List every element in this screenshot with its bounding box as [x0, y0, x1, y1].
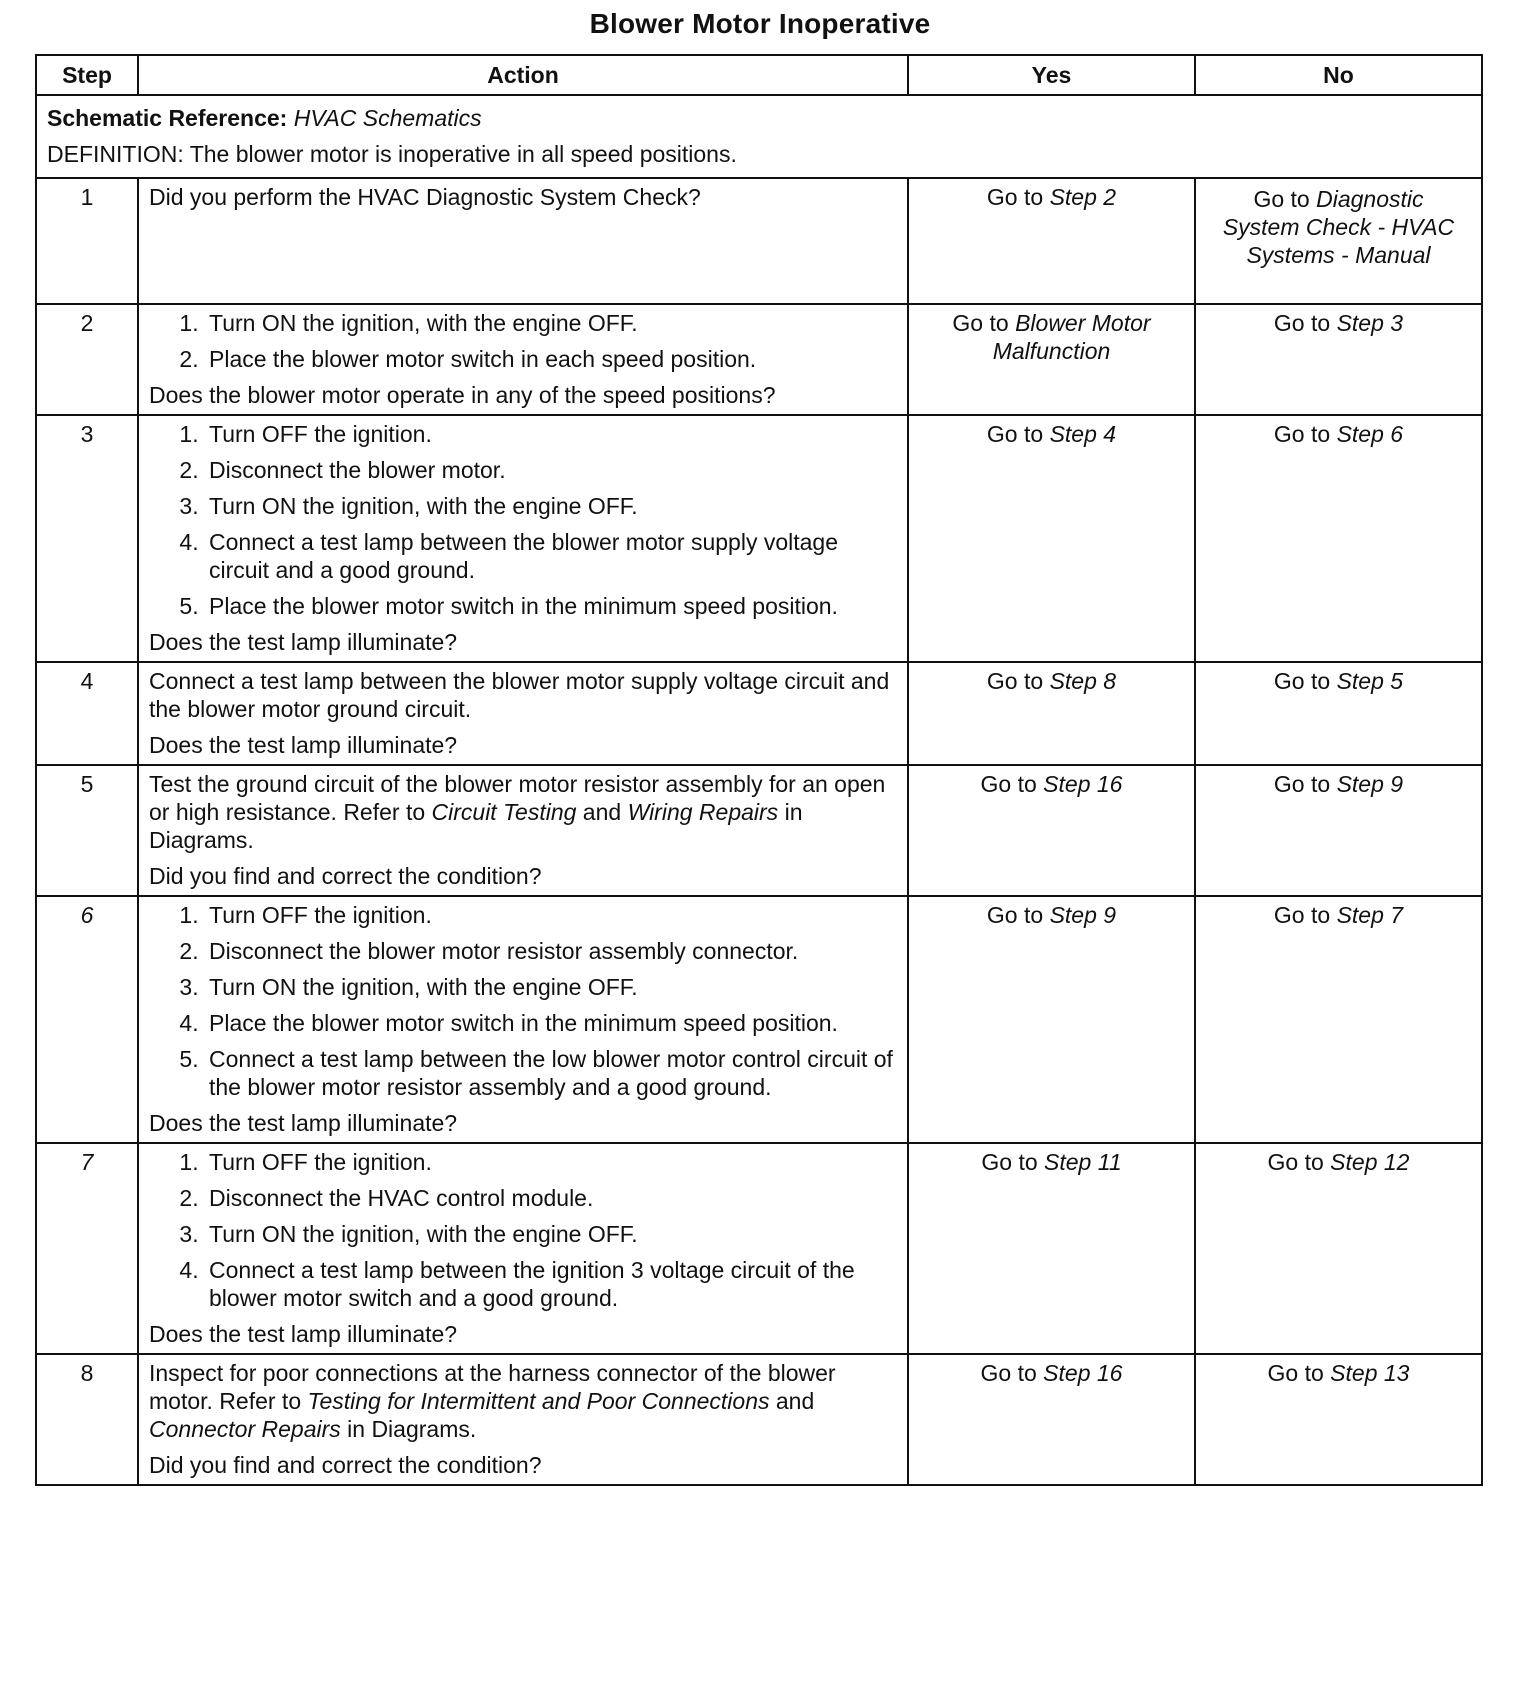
action-item: 1. Turn OFF the ignition.: [205, 901, 897, 929]
no-link[interactable]: Step 12: [1330, 1149, 1410, 1175]
step-number: 7: [36, 1143, 138, 1354]
yes-link[interactable]: Step 11: [1044, 1149, 1122, 1175]
page-title: Blower Motor Inoperative: [589, 8, 931, 39]
yes-link[interactable]: Step 2: [1049, 184, 1117, 210]
no-cell: [1195, 1354, 1482, 1485]
question: Does the test lamp illuminate?: [149, 1110, 458, 1136]
step-number: 1: [36, 178, 138, 304]
yes-link[interactable]: Step 8: [1049, 668, 1117, 694]
yes-cell: [908, 1354, 1195, 1485]
action-item: 3. Turn ON the ignition, with the engine OFF.: [205, 973, 897, 1001]
action-cell: [138, 662, 908, 765]
table-row: [36, 662, 1482, 765]
no-link[interactable]: Step 9: [1336, 771, 1404, 797]
diagnostic-table: [35, 54, 1483, 1486]
action-item: 5. Connect a test lamp between the low blower motor control circuit of the blower motor resistor assembly and a good ground.: [205, 1045, 897, 1101]
step-number: 5: [36, 765, 138, 896]
go-to-label: Go to: [980, 1360, 1037, 1386]
action-item: 3. Turn ON the ignition, with the engine OFF.: [205, 1220, 897, 1248]
step-number: 3: [36, 415, 138, 662]
table-row: [36, 765, 1482, 896]
action-item: 1. Turn OFF the ignition.: [205, 420, 897, 448]
reference-link[interactable]: Wiring Repairs: [627, 799, 779, 825]
go-to-label: Go to: [981, 1149, 1038, 1175]
go-to-label: Go to: [1267, 1149, 1324, 1175]
no-cell: [1195, 415, 1482, 662]
step-number: 8: [36, 1354, 138, 1485]
no-link[interactable]: Diagnostic System Check - HVAC Systems - Manual: [1222, 186, 1455, 268]
table-row: [36, 178, 1482, 304]
action-cell: [138, 178, 908, 304]
question: Did you perform the HVAC Diagnostic System Check?: [149, 184, 701, 210]
yes-link[interactable]: Step 4: [1049, 421, 1117, 447]
action-item: 4. Connect a test lamp between the ignition 3 voltage circuit of the blower motor switch and a good ground.: [205, 1256, 897, 1312]
schematic-cell: [36, 95, 1482, 178]
header-action: Action: [138, 55, 908, 95]
reference-link[interactable]: Circuit Testing: [431, 799, 577, 825]
action-item: 1. Turn ON the ignition, with the engine OFF.: [205, 309, 897, 337]
action-list: [149, 309, 897, 373]
schematic-row: [36, 95, 1482, 178]
action-cell: [138, 304, 908, 415]
no-cell: [1195, 178, 1482, 304]
question: Does the test lamp illuminate?: [149, 629, 458, 655]
action-item: 3. Turn ON the ignition, with the engine OFF.: [205, 492, 897, 520]
table-row: [36, 415, 1482, 662]
yes-cell: [908, 178, 1195, 304]
yes-cell: [908, 304, 1195, 415]
go-to-label: Go to: [1273, 310, 1331, 336]
table-row: [36, 1354, 1482, 1485]
go-to-label: Go to: [986, 184, 1044, 210]
go-to-label: Go to: [1267, 1360, 1324, 1386]
step-number: 4: [36, 662, 138, 765]
question: Does the test lamp illuminate?: [149, 732, 458, 758]
table-row: [36, 304, 1482, 415]
action-item: 2. Place the blower motor switch in each speed position.: [205, 345, 897, 373]
yes-cell: [908, 662, 1195, 765]
action-cell: [138, 765, 908, 896]
action-cell: [138, 896, 908, 1143]
definition: DEFINITION: The blower motor is inoperative in all speed positions.: [47, 141, 737, 167]
action-item: 4. Connect a test lamp between the blower motor supply voltage circuit and a good ground.: [205, 528, 897, 584]
go-to-label: Go to: [986, 668, 1044, 694]
action-item: 1. Turn OFF the ignition.: [205, 1148, 897, 1176]
table-header-row: [36, 55, 1482, 95]
action-item: 2. Disconnect the blower motor.: [205, 456, 897, 484]
go-to-label: Go to: [1273, 902, 1331, 928]
go-to-label: Go to: [1253, 186, 1310, 212]
go-to-label: Go to: [986, 902, 1044, 928]
schematic-label: Schematic Reference:: [47, 105, 288, 131]
reference-link[interactable]: Testing for Intermittent and Poor Connections: [307, 1388, 770, 1414]
go-to-label: Go to: [1273, 668, 1331, 694]
no-cell: [1195, 765, 1482, 896]
question: Does the blower motor operate in any of the speed positions?: [149, 382, 776, 408]
schematic-reference: [47, 100, 1471, 136]
no-link[interactable]: Step 3: [1336, 310, 1404, 336]
header-no: No: [1195, 55, 1482, 95]
header-step: Step: [36, 55, 138, 95]
yes-link[interactable]: Blower Motor Malfunction: [992, 310, 1151, 364]
no-link[interactable]: Step 5: [1336, 668, 1404, 694]
question: Did you find and correct the condition?: [149, 863, 542, 889]
header-yes: Yes: [908, 55, 1195, 95]
action-item: 4. Place the blower motor switch in the minimum speed position.: [205, 1009, 897, 1037]
no-cell: [1195, 896, 1482, 1143]
action-item: 5. Place the blower motor switch in the minimum speed position.: [205, 592, 897, 620]
table-row: [36, 896, 1482, 1143]
no-link[interactable]: Step 13: [1330, 1360, 1410, 1386]
step-number: 2: [36, 304, 138, 415]
yes-link[interactable]: Step 16: [1043, 1360, 1123, 1386]
go-to-label: Go to: [1273, 421, 1331, 447]
action-cell: [138, 415, 908, 662]
action-text: Connect a test lamp between the blower motor supply voltage circuit and the blower motor ground circuit.: [149, 668, 890, 722]
action-conjunction: and: [775, 1388, 815, 1414]
question: Did you find and correct the condition?: [149, 1452, 542, 1478]
action-text-post: in Diagrams.: [149, 799, 803, 853]
question: Does the test lamp illuminate?: [149, 1321, 458, 1347]
yes-cell: [908, 765, 1195, 896]
table-row: [36, 1143, 1482, 1354]
no-link[interactable]: Step 6: [1336, 421, 1404, 447]
action-cell: [138, 1143, 908, 1354]
no-cell: [1195, 1143, 1482, 1354]
go-to-label: Go to: [980, 771, 1037, 797]
action-list: [149, 420, 897, 620]
step-number: 6: [36, 896, 138, 1143]
no-link[interactable]: Step 7: [1336, 902, 1404, 928]
action-list: [149, 1148, 897, 1312]
no-cell: [1195, 662, 1482, 765]
go-to-label: Go to: [986, 421, 1044, 447]
action-text: [149, 770, 897, 854]
action-cell: [138, 1354, 908, 1485]
action-text-pre: Test the ground circuit of the blower motor resistor assembly for an open or high resistance. Refer to: [149, 771, 886, 825]
go-to-label: Go to: [1273, 771, 1331, 797]
action-text: [149, 1359, 897, 1443]
action-conjunction: and: [582, 799, 622, 825]
yes-cell: [908, 1143, 1195, 1354]
action-item: 2. Disconnect the HVAC control module.: [205, 1184, 897, 1212]
action-list: [149, 901, 897, 1101]
action-text-pre: Inspect for poor connections at the harness connector of the blower motor. Refer to: [149, 1360, 836, 1414]
go-to-label: Go to: [952, 310, 1009, 336]
yes-cell: [908, 896, 1195, 1143]
yes-link[interactable]: Step 16: [1043, 771, 1123, 797]
no-cell: [1195, 304, 1482, 415]
action-item: 2. Disconnect the blower motor resistor assembly connector.: [205, 937, 897, 965]
yes-link[interactable]: Step 9: [1049, 902, 1117, 928]
reference-link[interactable]: Connector Repairs: [149, 1416, 341, 1442]
action-text-post: in Diagrams.: [347, 1416, 477, 1442]
yes-cell: [908, 415, 1195, 662]
schematic-link[interactable]: HVAC Schematics: [293, 105, 482, 131]
